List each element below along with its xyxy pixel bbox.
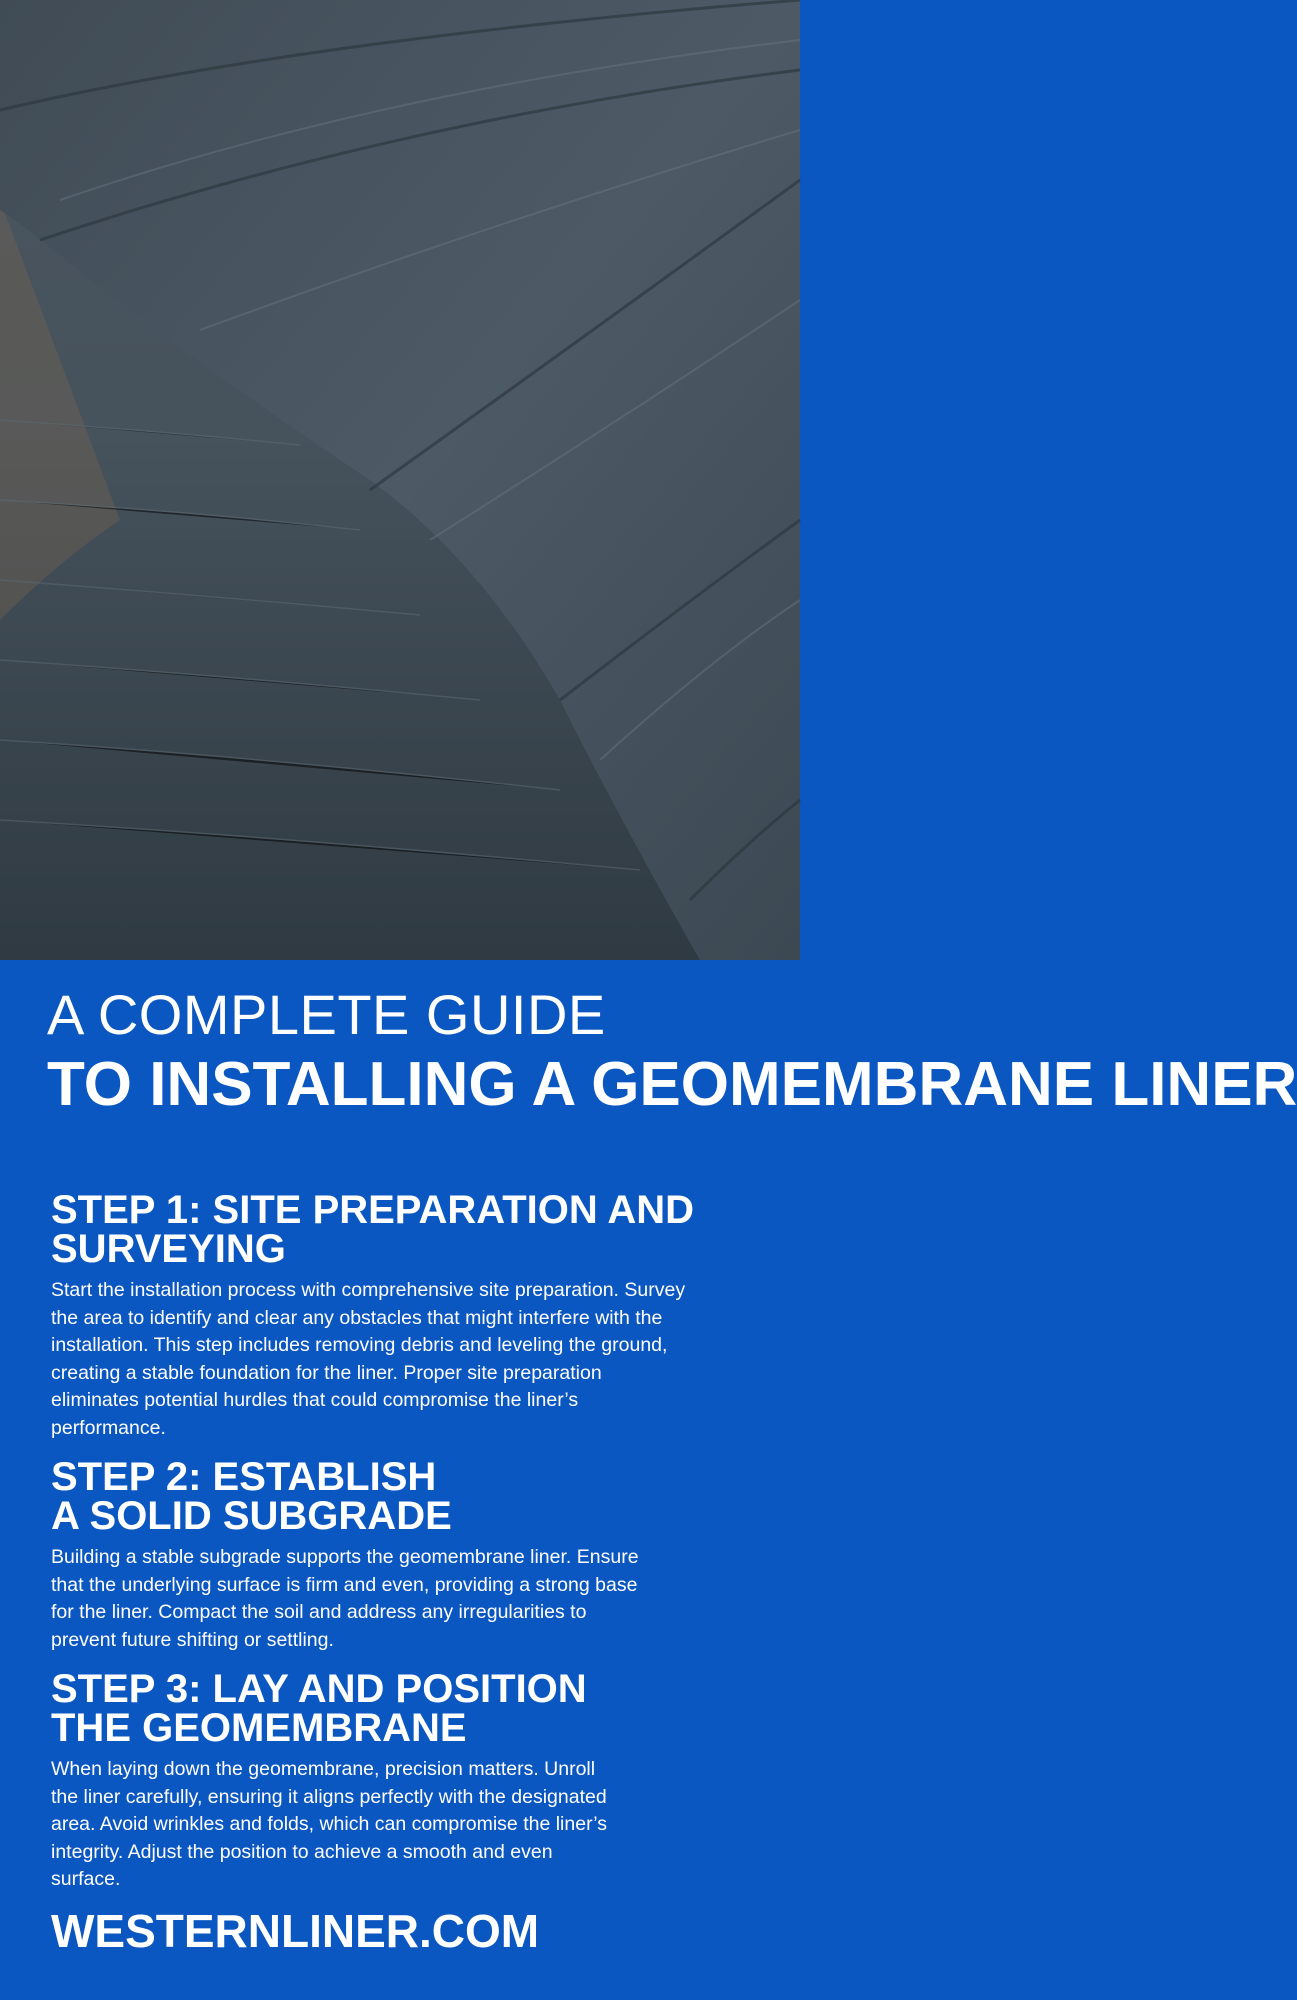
step-1-body: Start the installation process with comprehensive site preparation. Survey the area to identify and clear any obstacles that might interfere with the installation. This step includes removing debris and leveling the ground, creating a stable foundation for the liner. Proper site preparation eliminates potential hurdles that could compromise the liner’s performance.	[51, 1279, 686, 1439]
hero-image	[0, 0, 800, 960]
title-line-2: TO INSTALLING A GEOMEMBRANE LINER	[47, 1050, 1297, 1119]
geomembrane-photo	[0, 0, 800, 960]
step-2-heading: STEP 2: ESTABLISH A SOLID SUBGRADE	[51, 1455, 452, 1538]
step-1	[51, 1188, 751, 1442]
step-1-heading: STEP 1: SITE PREPARATION AND SURVEYING	[51, 1188, 695, 1271]
step-3	[51, 1667, 751, 1894]
website-link[interactable]: WESTERNLINER.COM	[51, 1905, 540, 1957]
step-2-body: Building a stable subgrade supports the geomembrane liner. Ensure that the underlying surface is firm and even, providing a strong base for the liner. Compact the soil and address any irregularities to prevent future shifting or settling.	[51, 1546, 639, 1651]
step-3-body: When laying down the geomembrane, precision matters. Unroll the liner carefully, ensuring it aligns perfectly with the designated area. Avoid wrinkles and folds, which can compromise the liner’s integrity. Adjust the position to achieve a smooth and even surface.	[51, 1758, 608, 1890]
content-panel	[0, 960, 1297, 2000]
title-line-1: A COMPLETE GUIDE	[47, 983, 606, 1046]
step-3-heading: STEP 3: LAY AND POSITION THE GEOMEMBRANE	[51, 1667, 587, 1750]
step-2	[51, 1455, 751, 1654]
